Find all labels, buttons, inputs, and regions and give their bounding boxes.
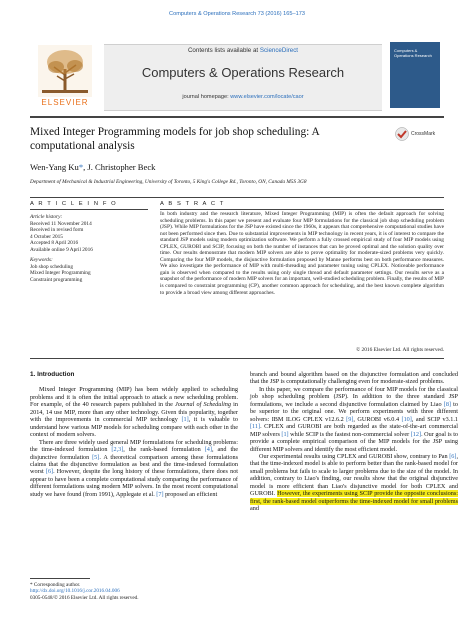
citation-link[interactable]: [6] (449, 452, 457, 460)
journal-homepage (104, 94, 382, 100)
paragraph: Our experimental results using CPLEX and GUROBI show, contrary to Pan [6], that the time-indexed model is able to perform better than the rank-based model for small problems but fails to scale to larger problems due to the size of the model. In addition, contrary to Liao's finding, our results show that the original disjunctive model is more efficient than Liao's disjunctive model for both CPLEX and GUROBI. However, the experiments using SCIP provide the opposite conclusions: first, the rank-based model outperforms the time-indexed model for small problems and (250, 452, 458, 513)
citation-link[interactable]: [6] (45, 468, 54, 476)
homepage-link[interactable]: www.elsevier.com/locate/caor (230, 94, 304, 100)
article-info-heading: A R T I C L E I N F O (30, 201, 118, 207)
body-column-right (250, 371, 458, 513)
keyword-item: Mixed Integer Programming (30, 270, 91, 276)
body-column-left (30, 371, 238, 498)
paragraph: branch and bound algorithm based on the disjunctive formulation and concluded that the JSP is computationally challenging even for moderate-sized problems. (250, 371, 458, 386)
info-rule-top (30, 197, 444, 198)
author-affiliation: Department of Mechanical & Industrial Engineering, University of Toronto, 5 King's College Rd., Toronto, ON, Canada M5S 3G8 (30, 179, 307, 185)
journal-cover-thumbnail (390, 42, 440, 108)
issn-line: 0305-0548/© 2016 Elsevier Ltd. All rights reserved. (30, 594, 139, 601)
crossmark-icon[interactable] (395, 127, 409, 141)
citation-link[interactable]: [8] (443, 400, 451, 408)
abstract-rule-bottom (30, 358, 444, 359)
abstract-text: In both industry and the research literature, Mixed Integer Programming (MIP) is often the default approach for solving scheduling problems. In this paper we present and evaluate four MIP formulations for the classical job shop scheduling problem (JSP). While MIP formulations for the JSP have existed since the 1960s, it appears that comprehensive computational studies have not been performed since then. Due to substantial improvements in MIP technology in recent years, it is of interest to compare the standard JSP models using modern optimization software. We perform a fully crossed empirical study of four MIP models using CPLEX, GUROBI and SCIP, focusing on both the number of instances that can be proved optimal and the solution quality over time. Our results demonstrate that modern MIP solvers are able to prove optimality for moderate-sized problems very quickly. Comparing the four MIP models, the disjunctive formulation proposed by Manne performs best on both performance measures. We also investigate the performance of MIP with multi-threading and parameter tuning using CPLEX. Noticeable performance gain is observed when compared to the results using only single thread and default parameter settings. Our results serve as a snapshot of the performance of modern MIP solvers for an important, well-studied scheduling problem. Finally, the results of MIP is compared to constraint programming (CP), another common approach for scheduling, and the best known complete algorithm to provide a broad view among different approaches. (160, 211, 445, 296)
article-title: Mixed Integer Programming models for job shop scheduling: A computational analysis (30, 126, 320, 152)
keyword-item: Constraint programming (30, 276, 83, 283)
citation-link[interactable]: [11] (250, 423, 261, 431)
citation-link[interactable]: [1] (281, 430, 289, 438)
history-item: Received in revised form (30, 227, 84, 233)
journal-title: Computers & Operations Research (141, 65, 345, 80)
journal-name: Journal of Scheduling (175, 401, 231, 409)
paragraph: Mixed Integer Programming (MIP) has been widely applied to scheduling problems and it is often the initial approach to attack a new scheduling problem. For example, of the 40 research papers published in the Journal of Scheduling in 2014, 14 use MIP, more than any other technology. Given this popularity, together with the improvements in commercial MIP technology [1], it is valuable to understand how various MIP models for scheduling compare with each other in the context of modern solvers. (30, 386, 238, 439)
citation-link[interactable]: [2,3] (111, 446, 124, 454)
citation-link[interactable]: [9] (346, 415, 354, 423)
info-rule-right (160, 209, 444, 210)
citation-link[interactable]: [1] (181, 416, 189, 424)
history-label: Article history: (30, 214, 63, 220)
section-heading-introduction: 1. Introduction (30, 371, 75, 378)
footnote-rule (30, 578, 90, 579)
abstract-heading: A B S T R A C T (160, 201, 225, 207)
journal-reference: Computers & Operations Research 73 (2016) 165–173 (169, 11, 305, 17)
contents-prefix: Contents lists available at (187, 47, 260, 54)
homepage-prefix: journal homepage: (182, 94, 231, 100)
article-authors (30, 162, 155, 172)
history-item: Received 11 November 2014 (30, 220, 92, 227)
contents-line (104, 47, 382, 54)
author-second: , J. Christopher Beck (83, 162, 156, 172)
keywords-label: Keywords: (30, 257, 53, 263)
highlighted-text: However, the experiments using SCIP provide the opposite conclusions: first, the rank-based model outperforms the time-indexed model for small problems (250, 490, 458, 505)
history-item: Accepted 8 April 2016 (30, 240, 79, 246)
keyword-item: Job shop scheduling (30, 263, 73, 270)
citation-link[interactable]: [12] (410, 430, 422, 438)
abstract-copyright: © 2016 Elsevier Ltd. All rights reserved. (356, 347, 444, 353)
corresponding-author-note: * Corresponding author. (30, 582, 81, 588)
history-item: 4 October 2015 (30, 233, 63, 240)
header-rule (30, 116, 444, 118)
paragraph: There are three widely used general MIP formulations for scheduling problems: the time-indexed formulation [2,3], the rank-based formulation [4], and the disjunctive formulation [5]. A theoretical comparison among these formulations claims that the disjunctive formulation as best and the time-indexed formulation worst [6]. However, despite the long history of these formulations, there does not appear to have been a complete computational study comparing the performance of different formulations using modern MIP solvers. In the most recent computational study we have found (from 1991), Applegate et al. [7] proposed an efficient (30, 438, 239, 498)
history-item: Available online 9 April 2016 (30, 246, 93, 253)
publisher-logo-text: ELSEVIER (41, 98, 89, 107)
cover-title: Computers & Operations Research (394, 48, 432, 58)
footnote (30, 582, 240, 601)
corresponding-author-marker[interactable]: * (78, 162, 84, 172)
paragraph: In this paper, we compare the performance of four MIP models for the classical job shop scheduling problem (JSP). In addition to the three standard JSP formulations, we include a second disjunctive formulation claimed by Liao [8] to be superior to the original one. We perform experiments with three different solvers: IBM ILOG CPLEX v12.6.2 [9], GUROBI v6.0.4 [10], and SCIP v3.1.1 [11]. CPLEX and GUROBI are both regarded as the state-of-the-art commercial MIP solvers [1] while SCIP is the fastest non-commercial solver [12]. Our goal is to provide a complete empirical comparison of the MIP models for the JSP using different MIP solvers and identify the most efficient model. (250, 385, 459, 453)
elsevier-tree-logo (38, 45, 92, 97)
sciencedirect-link[interactable]: ScienceDirect (259, 47, 299, 54)
crossmark-label: CrossMark (411, 131, 436, 137)
citation-link[interactable]: [10] (401, 415, 412, 423)
doi-link[interactable]: http://dx.doi.org/10.1016/j.cor.2016.04.006 (30, 588, 120, 595)
article-info (30, 214, 148, 283)
citation-link[interactable]: [5] (92, 453, 100, 461)
author-first: Wen-Yang Ku (30, 162, 79, 172)
citation-link[interactable]: [7] (156, 490, 164, 498)
citation-link[interactable]: [4] (204, 446, 212, 454)
info-rule-left (30, 209, 148, 210)
